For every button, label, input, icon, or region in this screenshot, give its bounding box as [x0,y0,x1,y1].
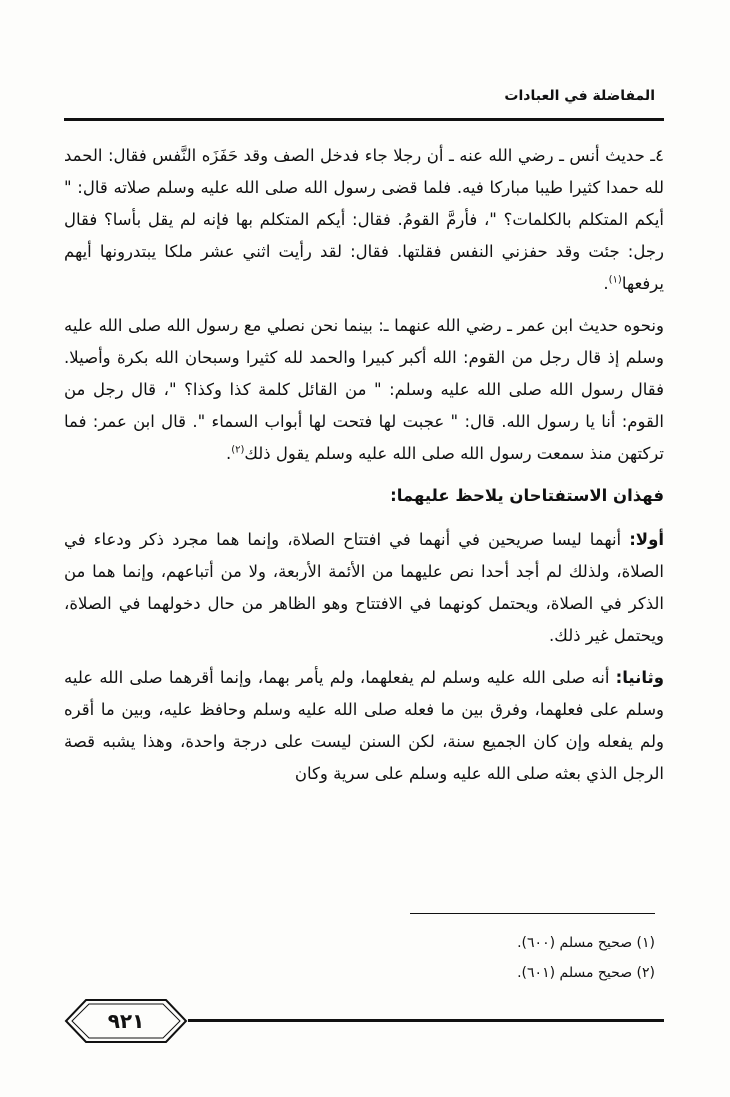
point-label: أولا: [629,530,664,549]
paragraph-ibn-umar-hadith [64,310,664,470]
paragraph-text: ٤ـ حديث أنس ـ رضي الله عنه ـ أن رجلا جاء فدخل الصف وقد حَفَزَه النَّفس فقال: الحمد لله حمدا كثيرا طيبا مباركا فيه. فلما قضى رسول الله صلى الله عليه وسلم صلاته قال: " أيكم المتكلم بالكلمات؟ "، فأرمَّ القومُ. فقال: أيكم المتكلم بها فإنه لم يقل بأسا؟ فقال رجل: جئت وقد حفزني النفس فقلتها. فقال: لقد رأيت اثني عشر ملكا يبتدرونها أيهم يرفعها [64,146,664,293]
header-divider [64,118,664,121]
footnote-2: (٢) صحيح مسلم (٦٠١). [517,965,655,981]
paragraph-text: أنهما ليسا صريحين في أنهما في افتتاح الصلاة، وإنما هما مجرد ذكر ودعاء في الصلاة، ولذلك لم أجد أحدا نص عليهما من الأئمة الأربعة، ولا من أتباعهم، وإنما هما من الذكر في الصلاة، ويحتمل كونهما في الافتتاح وهو الظاهر من حال دخولهما في الصلاة، ويحتمل غير ذلك. [64,530,664,645]
footnote-marker-1[interactable]: (١) [608,274,622,286]
page-body [64,140,664,800]
page-number-badge [64,998,188,1044]
paragraph-text: ونحوه حديث ابن عمر ـ رضي الله عنهما ـ: بينما نحن نصلي مع رسول الله صلى الله عليه وسلم إذ قال رجل من القوم: الله أكبر كبيرا والحمد لله كثيرا وسبحان الله بكرة وأصيلا. فقال رسول الله صلى الله عليه وسلم: " من القائل كلمة كذا وكذا؟ "، قال رجل من القوم: أنا يا رسول الله. قال: " عجبت لها فتحت لها أبواب السماء ". قال ابن عمر: فما تركتهن منذ سمعت رسول الله صلى الله عليه وسلم يقول ذلك [64,316,664,463]
paragraph-end: . [603,274,609,293]
paragraph-first-point [64,524,664,652]
paragraph-anas-hadith [64,140,664,300]
paragraph-end: . [225,444,232,463]
paragraph-text: أنه صلى الله عليه وسلم لم يفعلهما، ولم يأمر بهما، وإنما أقرهما صلى الله عليه وسلم على فعلهما، وفرق بين ما فعله صلى الله عليه وسلم وحافظ عليه، وبين ما أقره ولم يفعله وإن كان الجميع سنة، لكن السنن ليست على درجة واحدة، وهذا يشبه قصة الرجل الذي بعثه صلى الله عليه وسلم على سرية وكان [64,668,664,783]
point-label: وثانيا: [615,668,664,687]
section-heading: فهذان الاستفتاحان يلاحظ عليهما: [390,486,664,505]
footnote-divider [410,913,655,914]
footnotes [255,928,655,988]
page-number: ٩٢١ [107,1009,145,1033]
running-header-title: المفاضلة في العبادات [504,88,655,104]
footnote-1: (١) صحيح مسلم (٦٠٠). [517,935,655,951]
footnote-marker-2[interactable]: (٢) [231,444,245,456]
paragraph-second-point [64,662,664,790]
footer-divider [188,1019,664,1022]
